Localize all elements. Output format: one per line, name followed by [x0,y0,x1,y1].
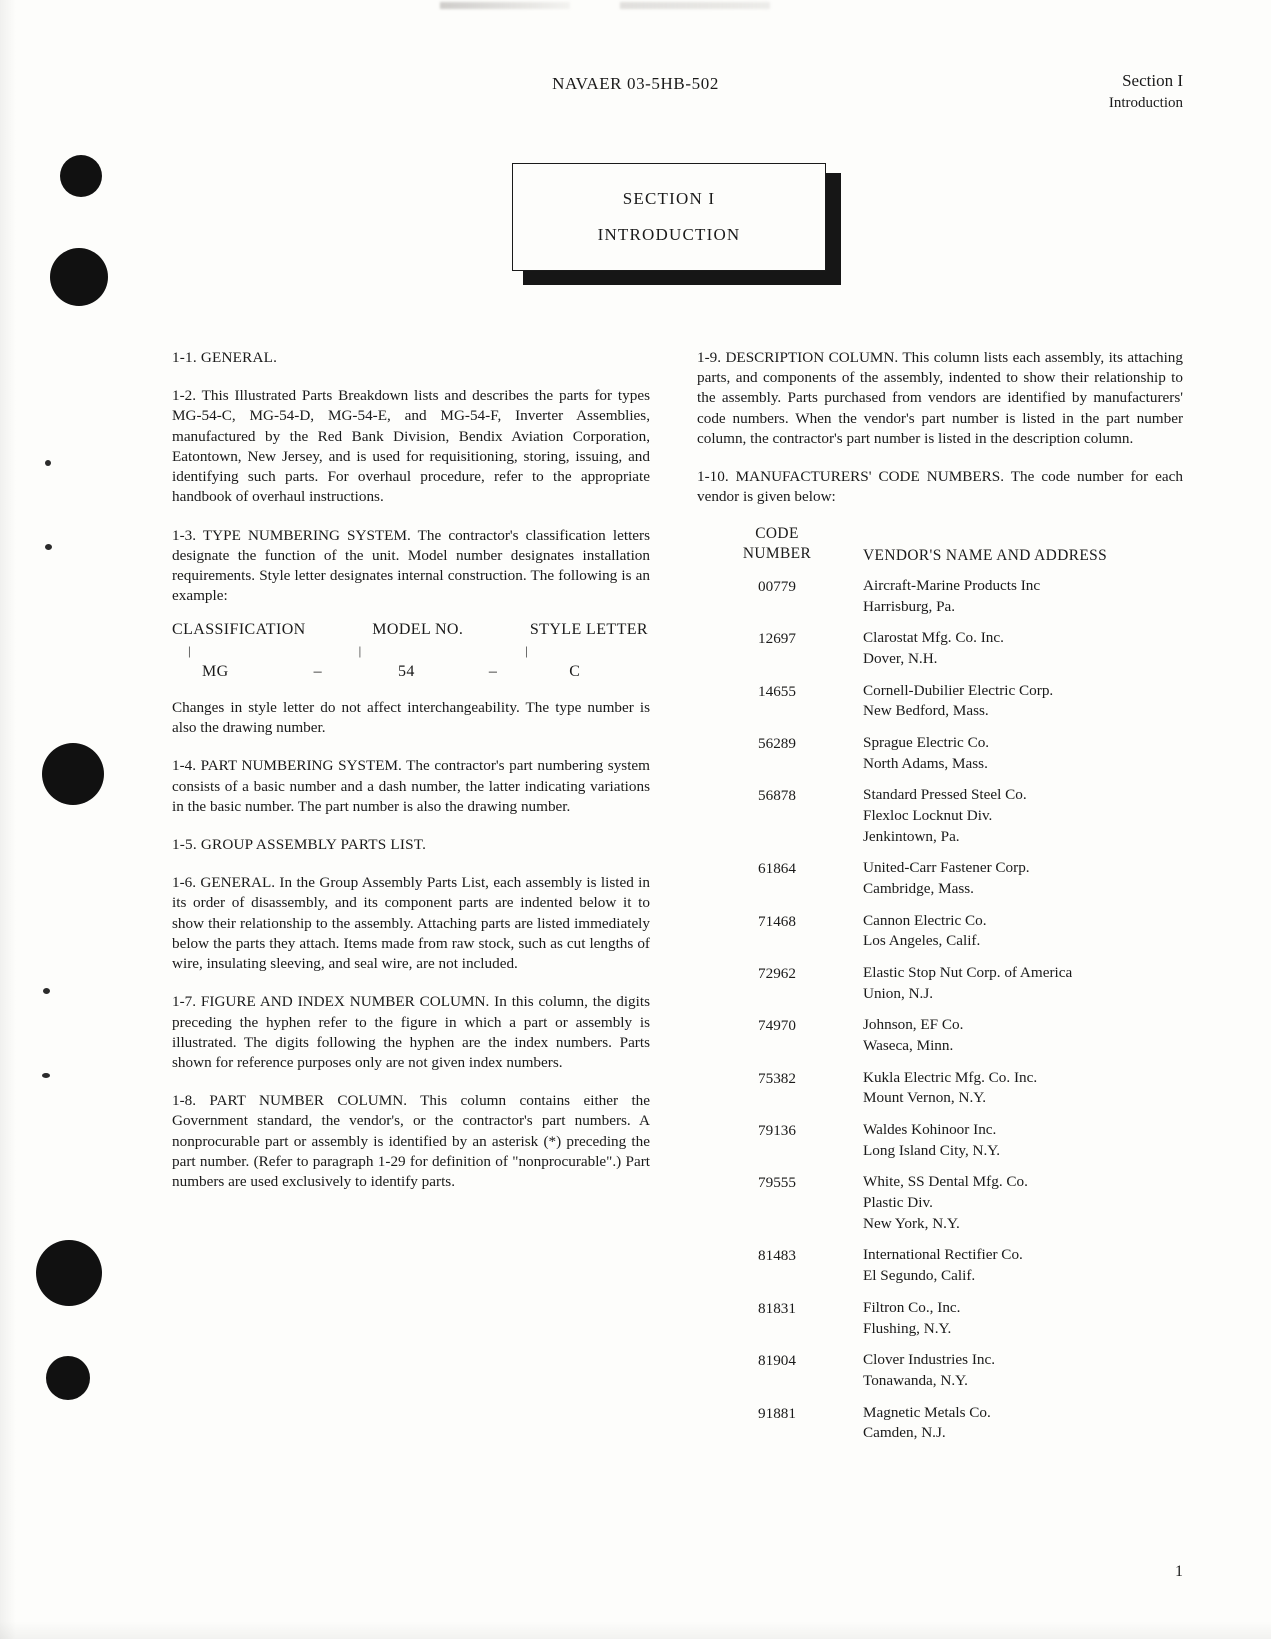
vendor-address-line: Waldes Kohinoor Inc. [863,1121,997,1139]
vendor-address-line: Clarostat Mfg. Co. Inc. [863,629,1004,647]
vendor-table-body [697,576,1183,1444]
vendor-name-address [857,1350,1183,1391]
paragraph-1-1: 1-1. GENERAL. [172,349,278,366]
vendor-table-row [697,963,1183,1004]
vendor-code: 72962 [758,965,796,983]
vendor-address-line: New York, N.Y. [863,1214,960,1232]
vendor-header-code-line1: CODE [755,524,799,542]
section-marker-subtitle: Introduction [1108,94,1183,111]
vendor-name-address [857,1015,1183,1056]
section-title-line-2: INTRODUCTION [597,225,741,244]
vendor-address-line: New Bedford, Mass. [863,702,989,720]
example-dash-2: – [488,662,498,680]
vendor-address-line: Kukla Electric Mfg. Co. Inc. [863,1068,1038,1086]
page-number: 1 [1175,1563,1183,1580]
punch-hole-mark [50,248,108,306]
vendor-code: 14655 [758,682,796,700]
punch-hole-mark [42,743,104,805]
margin-speck [42,1073,50,1078]
example-head-style: STYLE LETTER [529,621,648,639]
vendor-code: 75382 [758,1069,796,1087]
vendor-table-row [697,628,1183,669]
vendor-address-line: El Segundo, Calif. [863,1267,976,1285]
example-head-model: MODEL NO. [372,621,464,639]
vendor-address-line: Los Angeles, Calif. [863,932,981,950]
vendor-address-line: Union, N.J. [863,984,934,1002]
vendor-address-line: Dover, N.H. [863,650,938,668]
paragraph-1-5: 1-5. GROUP ASSEMBLY PARTS LIST. [172,836,427,854]
document-number: NAVAER 03-5HB-502 [552,74,719,93]
vendor-table-row [697,858,1183,899]
vendor-table-row [697,1068,1183,1109]
vendor-table-row [697,576,1183,617]
vendor-code: 91881 [758,1404,796,1422]
example-value-row [172,659,650,682]
vendor-address-line: Magnetic Metals Co. [863,1403,991,1421]
paragraph-1-3: 1-3. TYPE NUMBERING SYSTEM. The contractor's classification letters designate the function of the unit. Model number designates installation requirements. Style letter designates internal construction. The following is an example: [172,526,650,605]
vendor-address-line: Standard Pressed Steel Co. [863,786,1027,804]
vendor-code: 79555 [758,1174,796,1192]
vendor-code: 56289 [758,735,796,753]
vendor-code: 12697 [758,630,796,648]
vendor-address-line: Flexloc Locknut Div. [863,807,993,825]
scan-edge-shadow-bottom [0,1621,1271,1639]
section-title-line-1: SECTION I [622,189,716,208]
scan-edge-shadow-left [0,0,16,1639]
section-title-box-frame [512,163,826,271]
vendor-address-line: Cannon Electric Co. [863,911,987,929]
vendor-address-line: International Rectifier Co. [863,1246,1023,1264]
example-bar-style: | [525,642,528,658]
margin-speck [45,460,51,466]
punch-hole-mark [36,1240,102,1306]
example-head-classification: CLASSIFICATION [172,621,306,639]
margin-speck [45,544,52,550]
vendor-name-address [857,1298,1183,1339]
vendor-address-line: Johnson, EF Co. [863,1016,964,1034]
vendor-code: 81904 [758,1352,796,1370]
vendor-name-address [857,576,1183,617]
margin-speck [43,988,50,994]
vendor-table-row [697,1245,1183,1286]
vendor-table-row [697,681,1183,722]
vendor-code: 74970 [758,1017,796,1035]
vendor-table-row [697,1172,1183,1234]
paragraph-1-8: 1-8. PART NUMBER COLUMN. This column contains either the Government standard, the vendor's, or the contractor's part numbers. A nonprocurable part or assembly is identified by an asterisk (*) preceding the part number. (Refer to paragraph 1-29 for definition of "nonprocurable".) Part numbers are used exclusively to identify parts. [172,1092,650,1191]
vendor-table-row [697,785,1183,847]
vendor-address-line: Cornell-Dubilier Electric Corp. [863,681,1054,699]
vendor-table-header-name: VENDOR'S NAME AND ADDRESS [863,546,1108,564]
right-text-column [697,348,1183,1455]
vendor-table-row [697,733,1183,774]
paragraph-1-7: 1-7. FIGURE AND INDEX NUMBER COLUMN. In this column, the digits preceding the hyphen refer to the figure in which a part or assembly is illustrated. The digits following the hyphen are the index numbers. Parts shown for reference purposes only are not given index numbers. [172,993,650,1071]
vendor-address-line: Filtron Co., Inc. [863,1298,961,1316]
vendor-address-line: Harrisburg, Pa. [863,597,956,615]
vendor-address-line: Sprague Electric Co. [863,734,990,752]
vendor-address-line: White, SS Dental Mfg. Co. [863,1173,1028,1191]
vendor-address-line: Flushing, N.Y. [863,1319,952,1337]
vendor-code: 81831 [758,1299,796,1317]
vendor-address-line: Plastic Div. [863,1194,933,1212]
example-bar-classification: | [188,642,191,658]
vendor-name-address [857,785,1183,847]
vendor-name-address [857,628,1183,669]
vendor-table-header-code [697,524,857,566]
paragraph-1-2: 1-2. This Illustrated Parts Breakdown lists and describes the parts for types MG-54-C, MG-54-D, MG-54-E, and MG-54-F, Inverter Assemblies, manufactured by the Red Bank Division, Bendix Aviation Corporation, Eatontown, New Jersey, and is used for requisitioning, storing, issuing, and identifying such parts. For overhaul procedure, refer to the appropriate handbook of overhaul instructions. [172,387,650,506]
vendor-table-row [697,1350,1183,1391]
vendor-name-address [857,911,1183,952]
section-marker-title: Section I [1122,71,1183,90]
example-bar-model: | [358,642,362,658]
punch-hole-mark [60,155,102,197]
example-connector-row [172,641,650,659]
vendor-code: 56878 [758,787,796,805]
vendor-name-address [857,858,1183,899]
vendor-name-address [857,681,1183,722]
vendor-table-row [697,1120,1183,1161]
vendor-code: 79136 [758,1122,796,1140]
vendor-address-line: North Adams, Mass. [863,754,988,772]
vendor-code: 61864 [758,860,796,878]
vendor-address-line: Long Island City, N.Y. [863,1141,1001,1159]
paragraph-1-4: 1-4. PART NUMBERING SYSTEM. The contractor's part numbering system consists of a basic number and a dash number, the latter indicating variations in the basic number. The part number is also the drawing number. [172,757,650,815]
vendor-address-line: Clover Industries Inc. [863,1351,996,1369]
section-marker [1109,70,1183,113]
vendor-name-address [857,1068,1183,1109]
vendor-address-line: Tonawanda, N.Y. [863,1371,968,1389]
vendor-name-address [857,1245,1183,1286]
vendor-table-row [697,1403,1183,1444]
example-value-style: C [569,662,581,680]
vendor-code: 00779 [758,578,796,596]
vendor-code: 81483 [758,1247,796,1265]
type-numbering-example [172,619,650,682]
scan-artifact-top-right [620,2,770,9]
paragraph-1-9: 1-9. DESCRIPTION COLUMN. This column lists each assembly, its attaching parts, and components of the assembly, indented to show their relationship to the assembly. Parts purchased from vendors are identified by manufacturers' code numbers. When the vendor's part number is listed in the part number column, the contractor's part number is listed in the description column. [697,349,1183,447]
vendor-name-address [857,1403,1183,1444]
vendor-address-line: Waseca, Minn. [863,1037,954,1055]
vendor-address-line: Elastic Stop Nut Corp. of America [863,964,1073,982]
vendor-table-row [697,1015,1183,1056]
example-dash-1: – [313,662,322,680]
vendor-table-header [697,524,1183,566]
vendor-header-code-line2: NUMBER [742,545,812,563]
paragraph-style-note: Changes in style letter do not affect interchangeability. The type number is also the drawing number. [172,698,650,737]
vendor-code: 71468 [758,912,796,930]
paragraph-1-6: 1-6. GENERAL. In the Group Assembly Parts List, each assembly is listed in its order of disassembly, and its component parts are indented below it to show their relationship to the assembly. Attaching parts are listed immediately below the parts they attach. Items made from raw stock, such as cut lengths of wire, insulating sleeving, and seal wire, are not included. [172,874,650,973]
punch-hole-mark [46,1356,90,1400]
vendor-name-address [857,1172,1183,1234]
vendor-table-row [697,1298,1183,1339]
paragraph-1-10: 1-10. MANUFACTURERS' CODE NUMBERS. The code number for each vendor is given below: [697,468,1183,506]
left-text-column [172,348,650,1210]
vendor-address-line: Aircraft-Marine Products Inc [863,577,1041,595]
section-title-box [512,163,842,287]
vendor-address-line: Cambridge, Mass. [863,880,974,898]
vendor-table-row [697,911,1183,952]
vendor-address-line: United-Carr Fastener Corp. [863,859,1030,877]
example-value-model: 54 [398,662,415,680]
example-value-classification: MG [202,662,229,680]
vendor-name-address [857,1120,1183,1161]
vendor-name-address [857,963,1183,1004]
vendor-address-line: Mount Vernon, N.Y. [863,1089,987,1107]
vendor-address-line: Camden, N.J. [863,1424,946,1442]
vendor-address-line: Jenkintown, Pa. [863,827,960,845]
scan-artifact-top-left [440,2,570,9]
example-header-row [172,619,650,640]
vendor-name-address [857,733,1183,774]
